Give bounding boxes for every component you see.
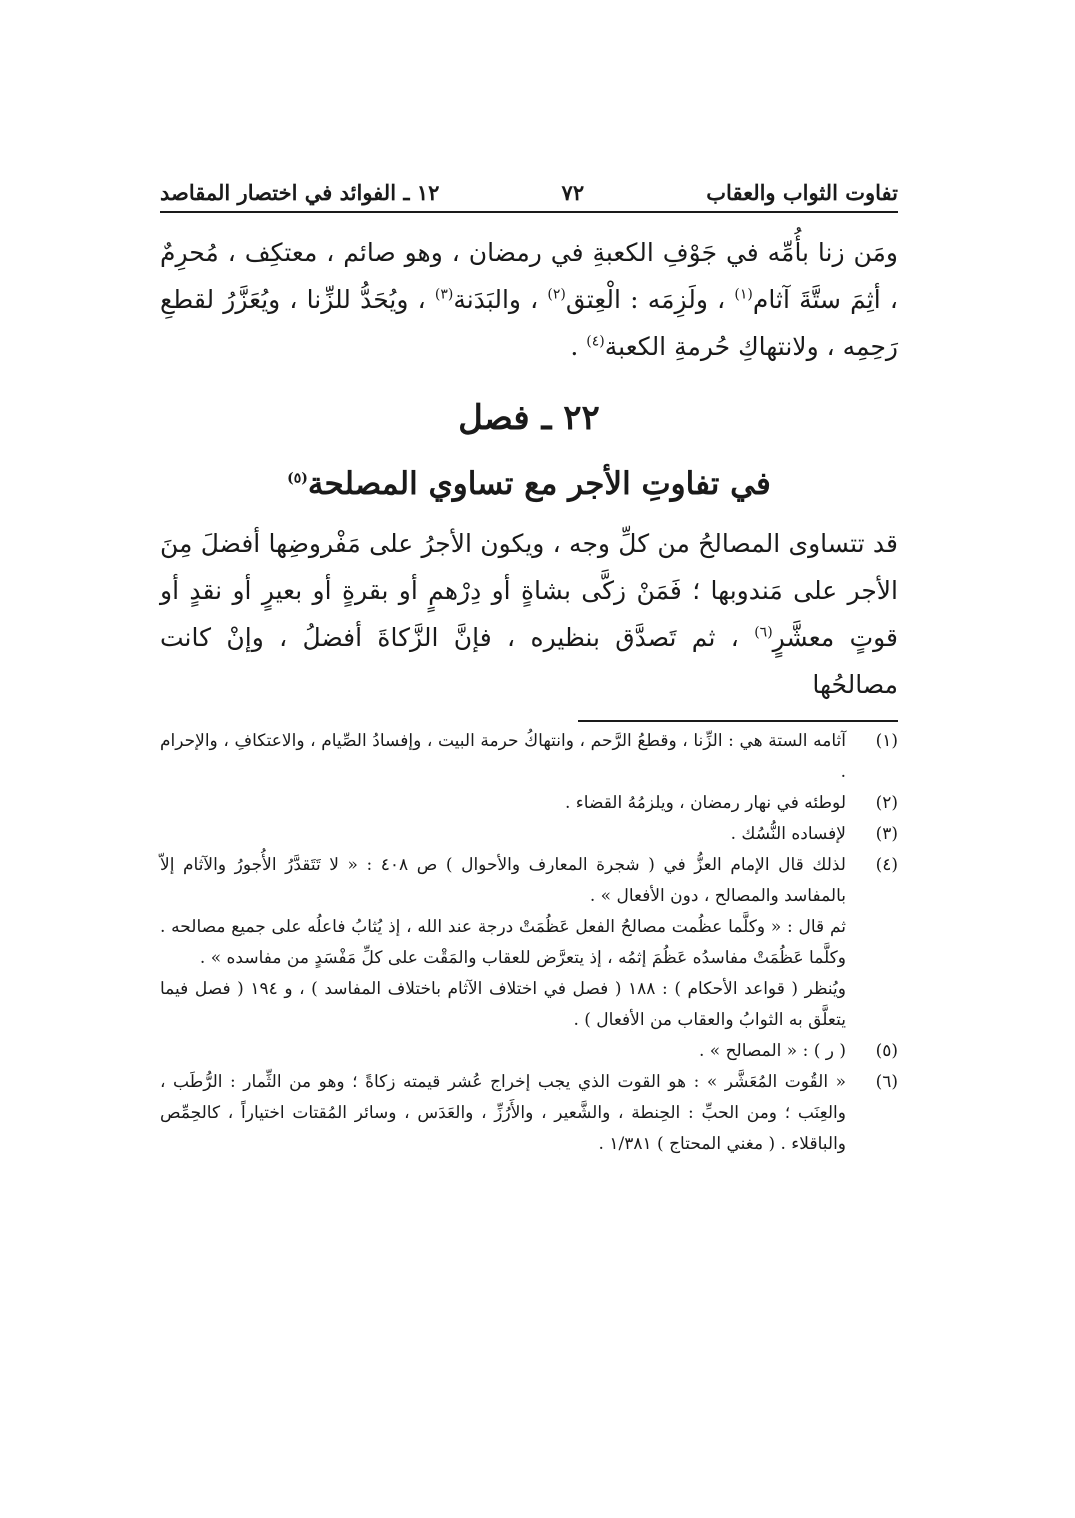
footnote-text: آثامه الستة هي : الزِّنا ، وقطعُ الرَّحم ، وانتهاكُ حرمة البيت ، وإفسادُ الصِّيام ، والاعتكافِ ، والإحرام .: [160, 731, 846, 782]
footnote-ref-2[interactable]: (٢): [547, 286, 566, 303]
footnote-divider: [578, 720, 898, 722]
running-header: [160, 180, 898, 213]
footnote-body: [160, 788, 846, 819]
intro-line-2a: أثِمَ ستَّةَ آثام: [752, 285, 881, 314]
footnote-text: لإفساده النُّسُك .: [730, 824, 846, 844]
footnote-ref-1[interactable]: (١): [734, 286, 753, 303]
header-book-title: ١٢ ـ الفوائد في اختصار المقاصد: [160, 180, 440, 205]
section-title-text: في تفاوتِ الأجر مع تساوي المصلحة: [307, 466, 771, 502]
footnote-3: [160, 819, 898, 850]
footnote-ref-6[interactable]: (٦): [754, 624, 773, 641]
intro-line-2c: ، والبَدَنة: [453, 285, 548, 314]
footnote-ref-5[interactable]: (٥): [287, 470, 308, 487]
footnote-body: [160, 850, 846, 1036]
book-page: [160, 180, 898, 1160]
section-title: [160, 462, 898, 506]
footnote-5: [160, 1036, 898, 1067]
footnote-text: « القُوت المُعَشَّر » : هو القوت الذي يجب إخراج عُشر قيمته زكاةً ؛ وهو من الثِّمار : الرُّطَب ، والعِنَب ؛ ومن الحبِّ : الحِنطة ، والشَّعير ، والأَرُزِّ ، والعَدَس ، وسائر المُقتات اختياراً ، كالحِمِّص والباقلاء . ( مغني المحتاج ) ١/٣٨١ .: [160, 1072, 846, 1154]
main-paragraph: [160, 520, 898, 708]
paragraph-line-2: الأجر على مَندوبها ؛ فَمَنْ زكَّى بشاةٍ أو دِرْهمٍ أو بقرةٍ أو بعيرٍ أو نقدٍ أو قوتٍ: [160, 576, 899, 652]
footnote-text: لوطئه في نهار رمضان ، ويلزمُهُ القضاء .: [564, 793, 846, 813]
footnotes: [160, 726, 898, 1160]
page-number: ٧٢: [561, 180, 585, 205]
footnote-number: (١): [875, 731, 898, 751]
intro-line-3a: رَحِمِه ، ولانتهاكِ حُرمةِ الكعبة: [604, 332, 898, 361]
paragraph-line-3a: معشَّرٍ: [772, 623, 835, 652]
footnote-text: ثم قال : « وكلَّما عظُمت مصالحُ الفعل عَظُمَتْ درجة عند الله ، إذ يُثابُ فاعلُه على جميع مصالحه . وكلَّما عَظُمَتْ مفاسدُه عَظُمَ إثمُه ، إذ يتعرَّض للعقاب والمَقْت على كلِّ مَفْسَدٍ من مفاسده » .: [160, 917, 846, 968]
footnote-number: (٦): [875, 1072, 898, 1092]
footnote-text: لذلك قال الإمام العزُّ في ( شجرة المعارف والأحوال ) ص ٤٠٨ : « لا تَتَقدَّرُ الأُجورُ والآثام إلاّ بالمفاسد والمصالح ، دون الأفعال » .: [160, 855, 846, 906]
paragraph-line-3b: ، ثم تَصدَّق بنظيره ، فإنَّ الزَّكاةَ أفضلُ ، وإنْ كانت مصالحُها: [160, 623, 898, 699]
intro-line-2b: ، ولَزِمَه : الْعِتق: [565, 285, 735, 314]
footnote-6: [160, 1067, 898, 1160]
footnote-body: [160, 1067, 846, 1160]
header-chapter-title: تفاوت الثواب والعقاب: [706, 180, 898, 205]
footnote-body: [160, 726, 846, 788]
footnote-2: [160, 788, 898, 819]
paragraph-line-1: قد تتساوى المصالحُ من كلِّ وجه ، ويكون الأجرُ على مَفْروضِها أفضلَ مِنَ: [160, 529, 898, 558]
footnote-body: [160, 1036, 846, 1067]
footnote-text: ويُنظر ( قواعد الأحكام ) : ١٨٨ ( فصل في اختلاف الآثام باختلاف المفاسد ) ، و ١٩٤ ( فصل فيما يتعلَّق به الثوابُ والعقاب من الأفعال ) .: [160, 979, 846, 1030]
footnote-text: ( ر ) : « المصالح » .: [698, 1041, 846, 1061]
intro-line-2d: ، ويُحَدُّ للزِّنا ، ويُعَزَّرُ لقطعِ: [160, 285, 435, 314]
footnote-number: (٥): [875, 1041, 898, 1061]
footnote-number: (٢): [875, 793, 898, 813]
section-number: ٢٢ ـ فصل: [458, 398, 600, 438]
footnote-number: (٤): [875, 855, 898, 875]
footnote-body: [160, 819, 846, 850]
footnote-ref-3[interactable]: (٣): [434, 286, 454, 303]
footnote-ref-4[interactable]: (٤): [586, 333, 605, 350]
intro-line-1: ومَن زنا بأُمِّه في جَوْفِ الكعبةِ في رمضان ، وهو صائم ، معتكِف ، مُحرِمٌ ،: [160, 238, 898, 314]
intro-line-3b: .: [570, 332, 587, 361]
footnote-number: (٣): [875, 824, 898, 844]
footnote-4: [160, 850, 898, 1036]
footnote-1: [160, 726, 898, 788]
intro-paragraph: [160, 229, 898, 370]
